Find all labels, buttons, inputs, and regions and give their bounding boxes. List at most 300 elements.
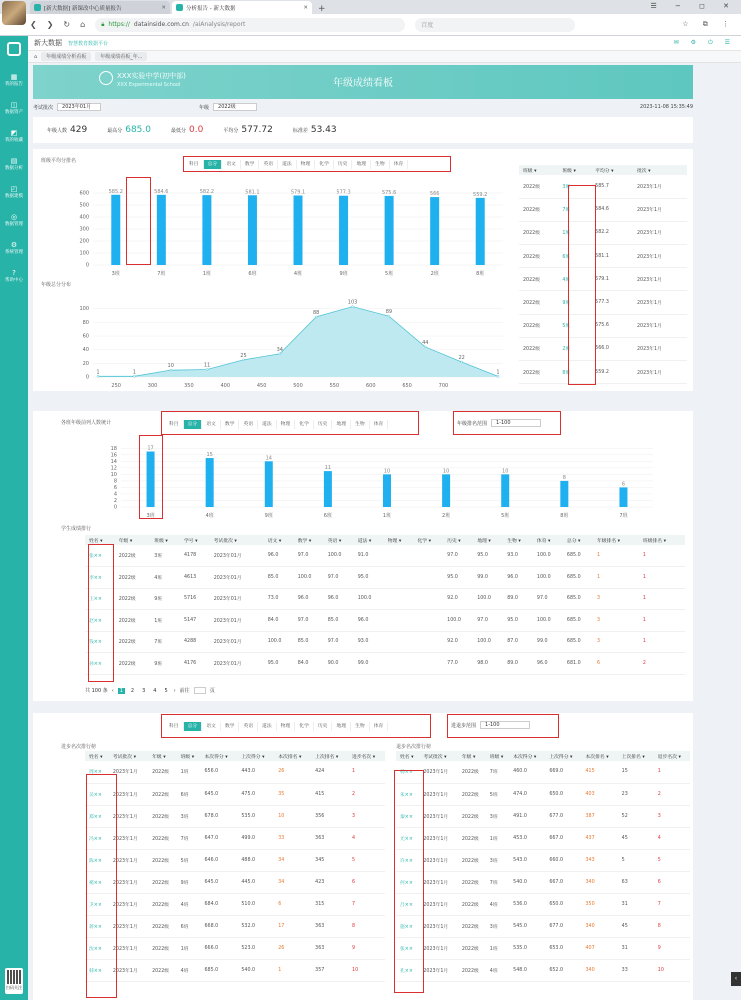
table-cell (384, 610, 414, 632)
column-header[interactable] (458, 751, 486, 761)
subject-tab[interactable]: 语文 (222, 160, 241, 169)
next-page-icon[interactable]: › (173, 687, 176, 694)
progress-range-filter (451, 721, 530, 729)
rank-range-select[interactable]: 1-100 (491, 419, 541, 427)
column-header[interactable] (85, 751, 109, 761)
sidebar-item[interactable] (0, 150, 28, 178)
sidebar-item-label: 帮助中心 (5, 278, 23, 283)
column-header[interactable] (591, 165, 633, 175)
stat-item (47, 125, 87, 135)
table-cell[interactable]: 韩×× (85, 959, 109, 981)
data-label: 11 (203, 362, 211, 369)
column-header[interactable] (633, 165, 687, 175)
subject-tab[interactable]: 语文 (202, 722, 221, 731)
chart-title: 班级平均分排名 (41, 158, 77, 164)
table-row (85, 567, 685, 589)
bar[interactable] (265, 461, 273, 507)
column-header[interactable] (115, 535, 151, 545)
column-header-label: 道法 (357, 538, 368, 544)
subject-tab[interactable]: 体育 (370, 420, 389, 429)
sort-caret-icon: ▾ (409, 754, 414, 760)
subject-tab[interactable]: 历史 (314, 722, 333, 731)
table-cell: 7班 (177, 827, 201, 849)
sidebar-item[interactable] (0, 66, 28, 94)
table-cell[interactable]: 陈×× (85, 849, 109, 871)
subject-tab[interactable]: 地理 (332, 722, 351, 731)
progress-range-label: 进退步范围 (451, 722, 477, 729)
header-tool-icons[interactable]: ✉ ⚙ ⏻ ☰ (673, 39, 735, 46)
subject-tab[interactable]: 科目 (165, 722, 184, 731)
table-row (85, 893, 385, 915)
table-cell: 3 (654, 805, 690, 827)
table-cell[interactable]: 8班 (558, 361, 591, 384)
table-cell[interactable]: 李×× (85, 567, 115, 589)
table-cell: 2023年1月 (633, 245, 687, 268)
column-header[interactable] (519, 165, 558, 175)
column-header-label: 班级排名 (642, 538, 663, 544)
sort-caret-icon: ▾ (516, 538, 521, 544)
app-subtitle: 智慧教育数据平台 (68, 40, 109, 47)
table-cell: 2022级 (148, 849, 177, 871)
table-cell[interactable]: 朱×× (396, 783, 419, 805)
sort-caret-icon: ▾ (471, 754, 476, 760)
column-header[interactable] (654, 751, 690, 761)
subject-tabs (185, 159, 408, 169)
y-tick-label: 14 (110, 458, 117, 465)
subject-tab[interactable]: 生物 (371, 160, 390, 169)
data-point[interactable] (352, 306, 354, 308)
bar[interactable] (442, 474, 450, 507)
pager-total: 共 100 条 (85, 688, 108, 694)
subject-tab[interactable]: 英语 (239, 722, 258, 731)
profile-avatar[interactable] (2, 1, 26, 25)
column-header[interactable] (443, 535, 473, 545)
subject-tab[interactable]: 化学 (295, 420, 314, 429)
column-header-label: 年级排名 (596, 538, 617, 544)
column-header-label: 学号 (183, 538, 194, 544)
bar[interactable] (339, 196, 348, 265)
table-cell: 31 (618, 893, 654, 915)
column-header[interactable] (503, 535, 533, 545)
sidebar-item-label: 数据分析 (5, 166, 23, 171)
data-point[interactable] (388, 315, 390, 317)
column-header[interactable] (354, 535, 384, 545)
data-label: 1 (496, 369, 500, 376)
table-cell: 340 (581, 959, 617, 981)
table-row (85, 871, 385, 893)
table-cell: 510.0 (237, 893, 274, 915)
subject-tab[interactable]: 体育 (390, 160, 409, 169)
bar[interactable] (147, 452, 155, 507)
close-tab-icon[interactable]: ✕ (161, 4, 166, 11)
sort-caret-icon: ▾ (532, 754, 537, 760)
bar[interactable] (157, 195, 166, 265)
table-cell: 2022级 (458, 805, 486, 827)
column-header[interactable] (109, 751, 148, 761)
table-cell: 4班 (177, 893, 201, 915)
column-header-label: 退步名次 (657, 754, 677, 760)
table-cell[interactable]: 钱×× (85, 631, 115, 653)
bar[interactable] (560, 481, 568, 507)
browser-menu-icons[interactable]: ☆ ⧉ ⋮ (682, 20, 735, 28)
table-cell: 2023年1月 (109, 827, 148, 849)
column-header[interactable] (533, 535, 563, 545)
column-header-label: 数学 (297, 538, 308, 544)
column-header[interactable] (324, 535, 354, 545)
table-cell[interactable]: 蒋×× (85, 915, 109, 937)
bar[interactable] (619, 487, 627, 507)
table-cell: 684.0 (200, 893, 237, 915)
data-point[interactable] (242, 359, 244, 361)
subject-tab[interactable]: 化学 (315, 160, 334, 169)
table-cell: 95.0 (264, 653, 294, 675)
table-header-row (85, 751, 385, 761)
column-header[interactable] (593, 535, 639, 545)
column-header[interactable] (384, 535, 414, 545)
data-point[interactable] (97, 375, 99, 377)
page-number[interactable]: 1 (119, 687, 123, 694)
sort-caret-icon: ▾ (568, 754, 573, 760)
table-cell[interactable]: 周×× (85, 761, 109, 783)
table-cell: 2022级 (458, 937, 486, 959)
column-header[interactable] (150, 535, 180, 545)
table-cell[interactable]: 5班 (558, 314, 591, 337)
table-row (85, 631, 685, 653)
table-cell[interactable]: 何×× (396, 871, 419, 893)
bar[interactable] (430, 197, 439, 265)
column-header-label: 考试批次 (423, 754, 443, 760)
bar[interactable] (111, 195, 120, 265)
table-cell[interactable]: 赵×× (85, 610, 115, 632)
data-point[interactable] (206, 368, 208, 370)
sort-caret-icon: ▾ (307, 538, 312, 544)
page-number[interactable]: 3 (142, 687, 146, 694)
table-cell[interactable]: 杨×× (396, 761, 419, 783)
column-header[interactable] (148, 751, 177, 761)
table-cell[interactable]: 孙×× (85, 653, 115, 675)
subject-tab[interactable]: 道法 (258, 722, 277, 731)
subject-tab[interactable]: 生物 (351, 420, 370, 429)
column-header-label: 班级 (180, 754, 191, 760)
x-tick-label: 300 (147, 383, 158, 389)
column-header[interactable] (180, 535, 210, 545)
table-cell: 2023年1月 (419, 915, 457, 937)
bar[interactable] (206, 458, 214, 507)
x-tick-label: 1班 (382, 513, 392, 519)
table-cell: 2022级 (519, 268, 558, 291)
goto-page-input[interactable] (194, 687, 206, 694)
table-cell: 7 (348, 893, 385, 915)
column-header[interactable] (274, 751, 311, 761)
subject-tab[interactable]: 英语 (259, 160, 278, 169)
x-tick-label: 8班 (476, 271, 485, 277)
bar[interactable] (324, 471, 332, 507)
table-cell[interactable]: 施×× (396, 915, 419, 937)
table-cell[interactable]: 张×× (85, 545, 115, 567)
browser-tab-1[interactable] (30, 1, 170, 14)
table-cell: 363 (311, 915, 348, 937)
table-cell: 2 (639, 653, 685, 675)
subject-tab[interactable]: 地理 (332, 420, 351, 429)
subject-tab[interactable]: 生物 (351, 722, 370, 731)
column-header-label: 年级 (152, 754, 162, 760)
sidebar-item[interactable] (0, 94, 28, 122)
table-cell: 33 (618, 959, 654, 981)
column-header[interactable] (85, 535, 115, 545)
subject-tab[interactable]: 数学 (241, 160, 260, 169)
data-point[interactable] (315, 316, 317, 318)
table-cell: 2022级 (148, 805, 177, 827)
close-tab-icon[interactable]: ✕ (303, 4, 308, 11)
column-header[interactable] (311, 751, 348, 761)
table-cell: 90.0 (324, 653, 354, 675)
table-cell: 1 (639, 631, 685, 653)
table-cell: 2023年1月 (633, 291, 687, 314)
page-number[interactable]: 5 (164, 687, 168, 694)
subject-tab[interactable]: 体育 (370, 722, 389, 731)
home-icon[interactable]: ⌂ (80, 20, 86, 29)
bar[interactable] (385, 196, 394, 265)
table-cell[interactable]: 3班 (558, 175, 591, 198)
subject-tab[interactable]: 数学 (221, 722, 240, 731)
sort-caret-icon: ▾ (260, 754, 265, 760)
table-cell: 96.0 (533, 653, 563, 675)
subject-tab[interactable]: 道法 (258, 420, 277, 429)
data-point[interactable] (424, 346, 426, 348)
breadcrumb-item[interactable]: 年级成绩分析看板 (41, 52, 91, 61)
table-cell: 2023年1月 (419, 805, 457, 827)
side-panel-toggle-icon[interactable]: ‹ (731, 972, 741, 986)
table-cell[interactable]: 吕×× (396, 893, 419, 915)
data-point[interactable] (133, 375, 135, 377)
column-header[interactable] (639, 535, 685, 545)
subject-tab[interactable]: 物理 (277, 722, 296, 731)
table-cell: 666.0 (200, 937, 237, 959)
app-header (28, 36, 741, 51)
table-row (85, 805, 385, 827)
subject-tab[interactable]: 英语 (239, 420, 258, 429)
table-cell: 2022级 (148, 937, 177, 959)
column-header-label: 班级 (154, 538, 164, 544)
table-cell: 1 (654, 761, 690, 783)
table-cell[interactable]: 7班 (558, 198, 591, 221)
bar[interactable] (383, 474, 391, 507)
page-number[interactable]: 2 (130, 687, 135, 694)
table-cell[interactable]: 沈×× (85, 937, 109, 959)
goto-unit: 页 (209, 688, 215, 694)
browser-tab-2[interactable] (172, 1, 312, 14)
bar[interactable] (248, 195, 257, 265)
column-header[interactable] (509, 751, 545, 761)
table-cell: 52 (618, 805, 654, 827)
x-tick-label: 400 (220, 383, 231, 389)
progress-range-select[interactable]: 1-100 (480, 721, 530, 729)
column-header[interactable] (177, 751, 201, 761)
subject-tab[interactable]: 数学 (221, 420, 240, 429)
x-tick-label: 250 (111, 383, 121, 389)
table-cell[interactable]: 王×× (85, 588, 115, 610)
table-cell[interactable]: 秦×× (396, 805, 419, 827)
table-cell[interactable]: 4班 (558, 268, 591, 291)
column-header-label: 上次得分 (241, 754, 261, 760)
column-header[interactable] (210, 535, 264, 545)
table-cell: 45 (618, 827, 654, 849)
sort-caret-icon: ▾ (193, 538, 198, 544)
table-row (396, 827, 690, 849)
table-row (85, 653, 685, 675)
progress-left-title: 进步名次排行榜 (61, 744, 97, 750)
table-cell[interactable]: 6班 (558, 245, 591, 268)
bar[interactable] (202, 195, 211, 265)
table-cell[interactable]: 2班 (558, 337, 591, 360)
column-header[interactable] (419, 751, 457, 761)
subject-tab[interactable]: 历史 (334, 160, 353, 169)
subject-tab[interactable]: 道法 (278, 160, 297, 169)
sidebar-item[interactable] (0, 262, 28, 290)
table-cell: 423 (311, 871, 348, 893)
stat-label: 年级人数 (47, 128, 68, 134)
table-cell: 2023年1月 (109, 937, 148, 959)
sidebar-item[interactable] (0, 122, 28, 150)
x-tick-label: 7班 (619, 513, 628, 519)
url-field[interactable] (95, 18, 405, 32)
column-header[interactable] (558, 165, 591, 175)
table-cell: 647.0 (200, 827, 237, 849)
subject-tab[interactable]: 语文 (202, 420, 221, 429)
data-label: 577.3 (336, 189, 351, 196)
table-cell: 1 (639, 588, 685, 610)
table-cell: 3班 (150, 545, 180, 567)
table-cell: 474.0 (509, 783, 545, 805)
table-cell[interactable]: 冯×× (85, 827, 109, 849)
column-header[interactable] (396, 751, 419, 761)
column-header[interactable] (581, 751, 617, 761)
url-path: /aiAnalysis/report (192, 21, 246, 28)
table-cell: 87.0 (503, 631, 533, 653)
subject-tab[interactable]: 化学 (295, 722, 314, 731)
subject-tab[interactable]: 物理 (277, 420, 296, 429)
sidebar-icon: ▤ (10, 157, 18, 165)
sidebar-icon: ◰ (10, 185, 18, 193)
table-cell[interactable]: 吴×× (85, 783, 109, 805)
table-cell: 3 (593, 588, 639, 610)
table-cell: 6班 (177, 783, 201, 805)
data-point[interactable] (170, 369, 172, 371)
table-cell[interactable]: 褚×× (85, 871, 109, 893)
table-cell: 559.2 (591, 361, 633, 384)
table-cell: 2023年01月 (210, 631, 264, 653)
table-cell[interactable]: 孔×× (396, 959, 419, 981)
sidebar-item[interactable] (0, 178, 28, 206)
table-cell[interactable]: 卫×× (85, 893, 109, 915)
stat-label: 标准差 (292, 128, 308, 134)
column-header[interactable] (618, 751, 654, 761)
table-cell[interactable]: 尤×× (396, 827, 419, 849)
table-cell[interactable]: 张×× (396, 937, 419, 959)
table-cell[interactable]: 许×× (396, 849, 419, 871)
column-header[interactable] (200, 751, 237, 761)
stat-value: 0.0 (189, 125, 204, 135)
data-point[interactable] (279, 353, 281, 355)
table-row (519, 198, 687, 221)
column-header[interactable] (237, 751, 274, 761)
subject-tab[interactable]: 总分 (184, 420, 203, 429)
column-header-label: 班级 (562, 168, 572, 174)
data-point[interactable] (497, 375, 499, 377)
column-header[interactable] (264, 535, 294, 545)
new-tab-button[interactable]: + (318, 4, 326, 14)
reload-icon[interactable]: ↻ (63, 20, 71, 29)
window-controls[interactable]: ☰ − ◻ ✕ (650, 2, 737, 10)
column-header[interactable] (294, 535, 324, 545)
x-tick-label: 4班 (205, 513, 214, 519)
home-crumb-icon[interactable]: ⌂ (34, 53, 38, 60)
table-cell: 523.0 (237, 937, 274, 959)
column-header[interactable] (413, 535, 443, 545)
column-header[interactable] (473, 535, 503, 545)
prev-page-icon[interactable]: ‹ (111, 687, 114, 694)
column-header-label: 体育 (536, 538, 547, 544)
bar[interactable] (501, 474, 509, 507)
subject-tab[interactable]: 历史 (314, 420, 333, 429)
table-cell: 677.0 (545, 915, 581, 937)
subject-tab[interactable]: 科目 (165, 420, 184, 429)
browser-search-input[interactable] (415, 18, 575, 32)
table-cell: 2022级 (148, 871, 177, 893)
data-label: 11 (324, 465, 332, 472)
data-point[interactable] (461, 361, 463, 363)
subject-tab[interactable]: 总分 (204, 160, 223, 169)
table-row (85, 937, 385, 959)
y-tick-label: 300 (79, 226, 89, 233)
table-cell[interactable]: 郑×× (85, 805, 109, 827)
page-number[interactable]: 4 (153, 687, 157, 694)
bar[interactable] (476, 198, 485, 265)
table-cell: 540.0 (237, 959, 274, 981)
table-cell[interactable]: 1班 (558, 221, 591, 244)
sidebar-item[interactable] (0, 206, 28, 234)
table-cell: 645.0 (200, 783, 237, 805)
column-header[interactable] (563, 535, 593, 545)
subject-tab[interactable]: 物理 (297, 160, 316, 169)
subject-tab[interactable]: 地理 (352, 160, 371, 169)
subject-tab[interactable]: 科目 (185, 160, 204, 169)
sidebar-item[interactable] (0, 234, 28, 262)
table-cell: 1 (274, 959, 311, 981)
table-cell: 4178 (180, 545, 210, 567)
data-label: 10 (383, 468, 391, 475)
column-header[interactable] (486, 751, 509, 761)
back-icon[interactable]: ❮ (30, 20, 37, 29)
bar[interactable] (294, 196, 303, 265)
table-cell: 566.0 (591, 337, 633, 360)
table-cell: 646.0 (200, 849, 237, 871)
table-cell: 99.0 (473, 567, 503, 589)
table-cell: 2022级 (115, 567, 151, 589)
grade-select[interactable]: 2022级 (213, 103, 257, 111)
forward-icon[interactable]: ❯ (46, 20, 54, 29)
column-header[interactable] (348, 751, 385, 761)
exam-select[interactable]: 2023年01月 (57, 103, 101, 111)
table-cell: 668.0 (200, 915, 237, 937)
table-cell: 98.0 (473, 653, 503, 675)
table-cell[interactable]: 9班 (558, 291, 591, 314)
column-header-label: 进步名次 (352, 754, 372, 760)
progress-down-table (396, 751, 690, 982)
breadcrumb-item[interactable]: 年级成绩看板_年... (95, 52, 147, 61)
subject-tab[interactable]: 总分 (184, 722, 203, 731)
column-header[interactable] (545, 751, 581, 761)
